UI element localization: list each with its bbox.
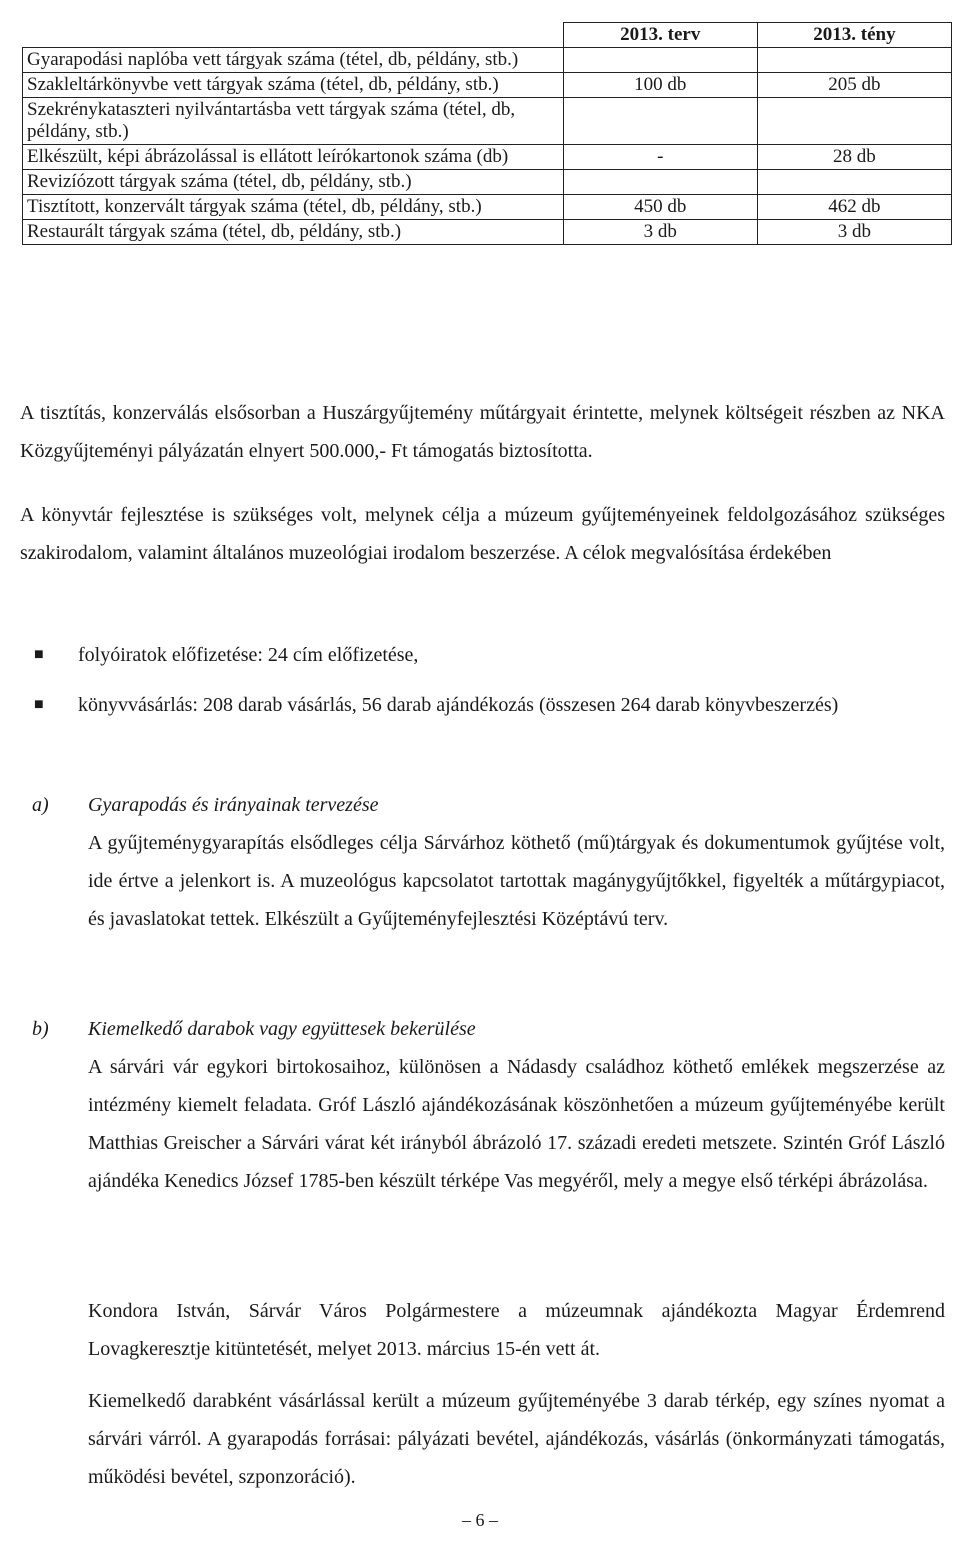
page-number: – 6 – — [462, 1510, 498, 1530]
bullet-icon: ■ — [34, 696, 44, 713]
row-label: Elkészült, képi ábrázolással is ellátott leírókartonok száma (db) — [23, 145, 564, 170]
bullet-icon: ■ — [34, 646, 44, 663]
row-label: Gyarapodási naplóba vett tárgyak száma (tétel, db, példány, stb.) — [23, 48, 564, 73]
paragraph-acquisitions: Kiemelkedő darabként vásárlással került a múzeum gyűjteményébe 3 darab térkép, egy színes nyomat a sárvári várról. A gyarapodás forrásai: pályázati bevétel, ajándékozás, vásárlás (önkormányzati támogatás, működési bevétel, szponzoráció). — [88, 1390, 945, 1488]
paragraph-library: A könyvtár fejlesztése is szükséges volt, melynek célja a múzeum gyűjteményeinek feldolgozásához szükséges szakirodalom, valamint általános muzeológiai irodalom beszerzése. A célok megvalósítása érdekében — [20, 504, 945, 564]
row-plan — [563, 98, 757, 145]
row-plan: 3 db — [563, 220, 757, 245]
row-label: Szekrénykataszteri nyilvántartásba vett tárgyak száma (tétel, db, példány, stb.) — [23, 98, 564, 145]
table-header-label — [23, 23, 564, 48]
section-letter: a) — [32, 794, 49, 816]
section-b — [20, 1010, 945, 1310]
bullet-text: könyvvásárlás: 208 darab vásárlás, 56 darab ajándékozás (összesen 264 darab könyvbeszerzés) — [78, 694, 839, 716]
table-header-row — [23, 23, 952, 48]
section-heading: Gyarapodás és irányainak tervezése — [88, 794, 379, 816]
row-plan: 100 db — [563, 73, 757, 98]
row-actual: 3 db — [757, 220, 951, 245]
table-row — [23, 73, 952, 98]
paragraph-award: Kondora István, Sárvár Város Polgármestere a múzeumnak ajándékozta Magyar Érdemrend Lovagkeresztje kitüntetését, melyet 2013. március 15-én vett át. — [88, 1300, 945, 1360]
bullet-text: folyóiratok előfizetése: 24 cím előfizetése, — [78, 644, 419, 666]
row-actual — [757, 48, 951, 73]
row-label: Restaurált tárgyak száma (tétel, db, példány, stb.) — [23, 220, 564, 245]
row-actual: 28 db — [757, 145, 951, 170]
row-plan — [563, 170, 757, 195]
section-body: A gyűjteménygyarapítás elsődleges célja Sárvárhoz köthető (mű)tárgyak és dokumentumok gyűjtése volt, ide értve a jelenkort is. A muzeológus kapcsolatot tartottak magánygyűjtőkkel, figyelték a műtárgypiacot, és javaslatokat tettek. Elkészült a Gyűjteményfejlesztési Középtávú terv. — [88, 832, 945, 930]
collection-stats-table — [22, 22, 952, 245]
section-letter: b) — [32, 1018, 49, 1040]
row-plan — [563, 48, 757, 73]
row-label: Revizíózott tárgyak száma (tétel, db, példány, stb.) — [23, 170, 564, 195]
paragraph-conservation: A tisztítás, konzerválás elsősorban a Huszárgyűjtemény műtárgyait érintette, melynek költségeit részben az NKA Közgyűjteményi pályázatán elnyert 500.000,- Ft támogatás biztosította. — [20, 402, 945, 462]
list-item — [20, 636, 945, 674]
row-plan: - — [563, 145, 757, 170]
list-item — [20, 686, 945, 762]
table-row — [23, 48, 952, 73]
table-row — [23, 98, 952, 145]
table-row — [23, 220, 952, 245]
table-row — [23, 170, 952, 195]
row-actual: 205 db — [757, 73, 951, 98]
row-label: Szakleltárkönyvbe vett tárgyak száma (tétel, db, példány, stb.) — [23, 73, 564, 98]
table-row — [23, 145, 952, 170]
section-body: A sárvári vár egykori birtokosaihoz, különösen a Nádasdy családhoz köthető emlékek megszerzése az intézmény kiemelt feladata. Gróf László ajándékozásának köszönhetően a múzeum gyűjteményébe került Matthias Greischer a Sárvári várat két irányból ábrázoló 17. századi eredeti metszete. Szintén Gróf László ajándéka Kenedics József 1785-ben készült térképe Vas megyéről, mely a megye első térképi ábrázolása. — [88, 1056, 945, 1192]
table-header-plan: 2013. terv — [563, 23, 757, 48]
section-heading: Kiemelkedő darabok vagy együttesek bekerülése — [88, 1018, 476, 1040]
section-a — [20, 786, 945, 966]
row-plan: 450 db — [563, 195, 757, 220]
row-label: Tisztított, konzervált tárgyak száma (tétel, db, példány, stb.) — [23, 195, 564, 220]
row-actual: 462 db — [757, 195, 951, 220]
row-actual — [757, 98, 951, 145]
table-row — [23, 195, 952, 220]
table-header-actual: 2013. tény — [757, 23, 951, 48]
row-actual — [757, 170, 951, 195]
